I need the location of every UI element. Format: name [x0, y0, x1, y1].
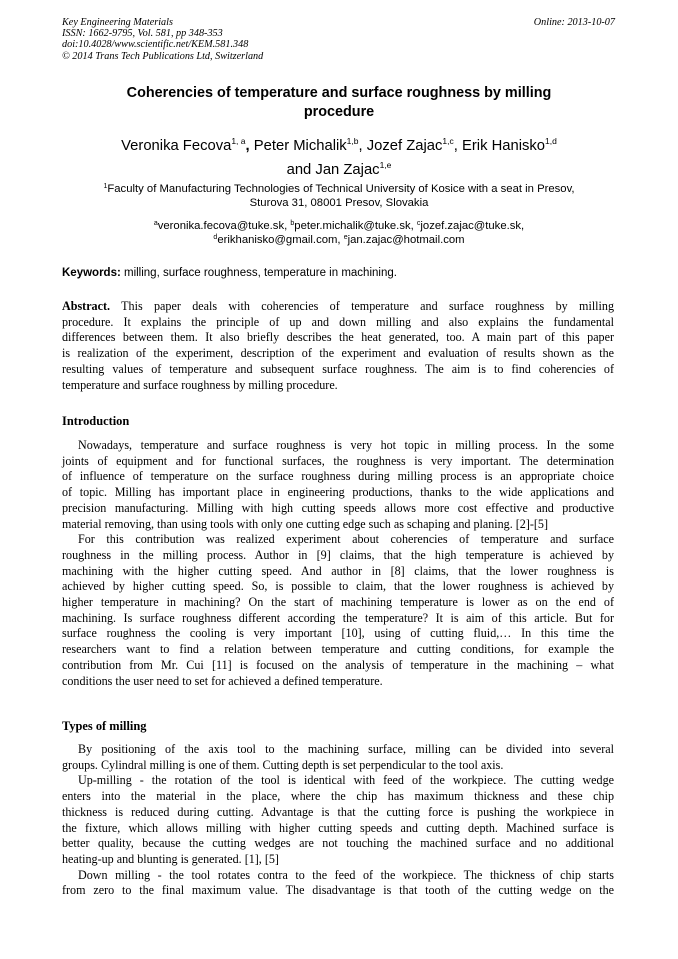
paragraph-line: higher temperature in machining? On the start of machining temperature is lower as on the end of	[62, 595, 614, 610]
affiliation-line-1: $^1$Faculty of Manufacturing Technologies of Technical University of Kosice with a seat in Presov,	[103, 183, 575, 195]
online-date: Online: 2013-10-07	[533, 17, 615, 28]
email-link[interactable]: erikhanisko@gmail.com,	[217, 234, 341, 246]
author-line-1: Veronika Fecova$^{1, a}$, Peter Michalik$^{1,b}$, Jozef Zajac$^{1,c}$, Erik Hanisko$^{1,d}$	[121, 136, 557, 154]
email-link[interactable]: veronika.fecova@tuke.sk,	[157, 220, 288, 232]
paragraph-line: enters into the material in the place, where the chip has maximum thickness and these chip	[62, 789, 614, 804]
paragraph-line: Down milling - the tool rotates contra to the feed of the workpiece. The thickness of chip starts	[78, 867, 614, 882]
journal-name: Key Engineering Materials	[62, 17, 173, 28]
author-sup: 1,b	[346, 136, 359, 146]
author-sup: 1,d	[545, 136, 557, 146]
issn-line: ISSN: 1662-9795, Vol. 581, pp 348-353	[62, 28, 223, 40]
paragraph-line: thickness is reduced during cutting. Advantage is that the cutting force is pushing the workpiece in	[62, 804, 614, 819]
email-link[interactable]: jozef.zajac@tuke.sk,	[420, 220, 525, 232]
author-name: Jan Zajac	[315, 162, 380, 178]
paragraph-line: from zero to the final maximum value. The disadvantage is that tooth of the cutting wedge on the	[62, 883, 614, 898]
author-line-2	[40, 158, 638, 182]
paragraph-line: joints of equipment and for functional surfaces, the roughness is very important. The determination	[62, 453, 614, 468]
author-name: Peter Michalik	[253, 138, 347, 154]
abstract-line: Abstract. This paper deals with coherencies of temperature and surface roughness by milling	[62, 299, 614, 313]
paragraph-line: machining with the higher cutting speed. And author in [8] claims, that the lower roughness is	[62, 563, 614, 578]
paragraph-line: of influence of temperature on the surface roughness during milling process is an appropriate choice	[62, 469, 614, 484]
paragraph-line: the fixture, which allows milling with higher cutting speeds and cutting depth. Machined surface is	[62, 820, 614, 835]
affiliation-line-2: Sturova 31, 08001 Presov, Slovakia	[249, 197, 429, 209]
paragraph-line: By positioning of the axis tool to the machining surface, milling can be divided into several	[78, 742, 614, 756]
keywords	[62, 267, 397, 279]
section-heading-types-of-milling: Types of milling	[62, 719, 147, 733]
abstract-line: resulting values of temperature and subsequent surface roughness. The aim is to find coherencies of	[62, 361, 614, 376]
author-name: Erik Hanisko	[461, 138, 546, 154]
email-line-1: $^a$veronika.fecova@tuke.sk, $^b$peter.michalik@tuke.sk, $^c$jozef.zajac@tuke.sk,	[153, 220, 525, 232]
email-link[interactable]: peter.michalik@tuke.sk,	[294, 220, 414, 232]
email-list	[40, 219, 638, 247]
author-name: Veronika Fecova	[121, 138, 232, 154]
paragraph-line: better quality, because the cutting wedges are not touching the machined surface and no additional	[62, 836, 614, 851]
paragraph-line: researchers want to find a relation between temperature and cutting conditions, for example the	[62, 642, 614, 657]
author-name: Jozef Zajac	[366, 138, 443, 154]
keywords-text: milling, surface roughness, temperature in machining.	[120, 267, 397, 279]
paragraph-line: achieved by higher cutting speed. So, is possible to claim, that the lower roughness is achieved by	[62, 579, 614, 594]
title-line-2: procedure	[303, 103, 375, 120]
abstract-line: is realization of the experiment, description of the experiment and evaluation of results shown as the	[62, 346, 614, 361]
affiliation-sup: 1	[103, 183, 108, 190]
section-heading-introduction: Introduction	[62, 414, 130, 428]
paragraph-line: precision manufacturing. Milling with high cutting speeds allows more cost effective and productive	[62, 500, 614, 515]
author-conjunction: and	[286, 162, 312, 178]
paragraph-line: surface roughness the cooling is very important [10], using of cutting fluid,… In this time the	[62, 626, 614, 641]
types-of-milling-body	[62, 742, 614, 899]
journal-header	[62, 17, 263, 62]
abstract-line: temperature and surface roughness by milling procedure.	[62, 377, 338, 392]
copyright-line: © 2014 Trans Tech Publications Ltd, Switzerland	[62, 50, 264, 62]
doi-line: doi:10.4028/www.scientific.net/KEM.581.348	[62, 39, 249, 51]
affiliation	[40, 182, 638, 210]
paragraph-line: roughness in the milling process. Author in [9] claims, that the high temperature is achieved by	[62, 547, 614, 562]
keywords-label: Keywords:	[62, 267, 121, 279]
abstract-line: differences between them. It also briefly describes the heat generated, too. A main part of this paper	[62, 330, 614, 345]
abstract-line: procedure. It explains the principle of up and down milling and also explains the fundamental	[62, 314, 614, 329]
introduction-body	[62, 438, 614, 689]
abstract	[62, 299, 614, 393]
author-sup: 1,c	[442, 136, 454, 146]
paragraph-line: material removing, than using tools with only one cutting edge such as schaping and planing. [2]-[5]	[62, 516, 548, 531]
paragraph-line: Up-milling - the rotation of the tool is identical with feed of the workpiece. The cutting wedge	[78, 773, 614, 788]
paragraph-line: machining. Is surface roughness different according the temperature? It is aim of this article. But for	[62, 610, 614, 625]
paragraph-line: groups. Cylindral milling is one of them. Cutting depth is set perpendicular to the tool axis.	[62, 757, 504, 772]
paragraph-line: contribution from Mr. Cui [11] is focused on the analysis of temperature in the machining – what	[62, 657, 614, 672]
paragraph-line: heating-up and blunting is generated. [1], [5]	[62, 851, 279, 866]
author-sup: 1, a	[231, 136, 246, 146]
paragraph-line: conditions the user need to set for achieved a defined temperature.	[62, 673, 383, 688]
title-line-1: Coherencies of temperature and surface roughness by milling	[126, 85, 552, 101]
email-line-2: $^d$erikhanisko@gmail.com, $^e$jan.zajac@hotmail.com	[213, 234, 465, 246]
email-link[interactable]: jan.zajac@hotmail.com	[347, 234, 465, 246]
abstract-label: Abstract.	[62, 299, 111, 313]
author-list	[40, 134, 638, 182]
paper-title	[70, 84, 608, 121]
author-sup: 1,e	[379, 160, 392, 170]
paragraph-line: of topic. Milling has important place in engineering productions, thanks to the wide applications and	[62, 485, 614, 500]
paragraph-line: Nowadays, temperature and surface roughness is very hot topic in milling process. In the some	[78, 438, 614, 452]
paragraph-line: For this contribution was realized experiment about coherencies of temperature and surface	[78, 532, 614, 547]
